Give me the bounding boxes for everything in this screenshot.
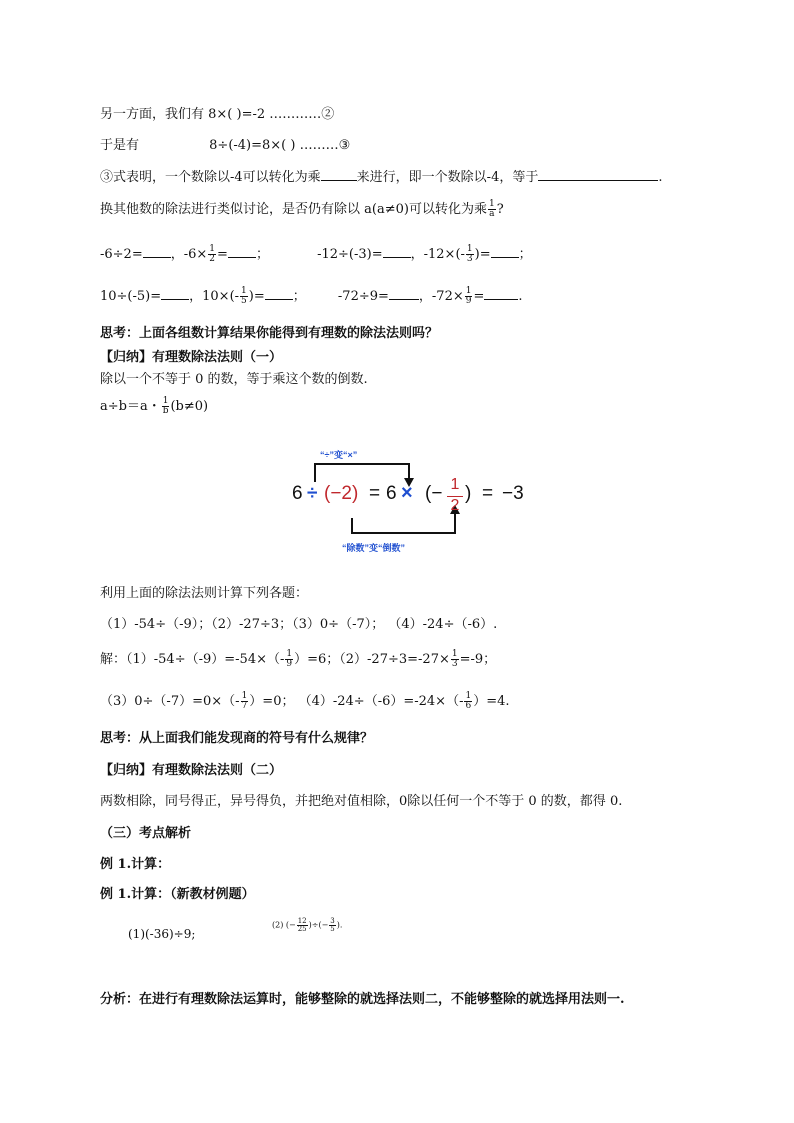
text-line-4-a: 换其他数的除法进行类似讨论，是否仍有除以 a(a≠0)可以转化为乘 <box>100 202 487 217</box>
exercise-row-1: -6÷2= ，-6× $\frac{1}{2}$ = ； -12÷(-3)= ，-12×(- $\frac{1}{3}$ )= ； <box>100 244 532 264</box>
fraction: $\frac{1}{6}$ <box>465 691 472 711</box>
fraction: $\frac{1}{2}$ <box>209 244 216 264</box>
result: −3 <box>502 483 524 504</box>
paren-open: (− <box>425 483 443 504</box>
text-line-3-c: . <box>658 170 663 185</box>
top-bracket-arrow <box>315 464 409 482</box>
rule-1-formula: a÷b＝a・ $\frac{1}{b}$ (b≠0) <box>100 396 209 416</box>
exercise-row-2: 10÷(-5)= ，10×(- $\frac{1}{5}$ )= ； -72÷9= ，-72× $\frac{1}{9}$ = . <box>100 286 523 306</box>
equals-sign-2: = <box>482 483 494 504</box>
use-rule-text: 利用上面的除法法则计算下列各题： <box>100 586 309 601</box>
example-problem-1: (1)(-36)÷9; <box>128 927 196 941</box>
think-2: 思考：从上面我们能发现商的符号有什么规律？ <box>100 731 374 746</box>
fraction: $\frac{1}{3}$ <box>451 649 458 669</box>
text-line-3-b: 来进行，即一个数除以-4，等于 <box>356 170 539 185</box>
reciprocal-denominator: 2 <box>450 497 460 514</box>
equals-sign: = <box>369 483 381 504</box>
multiplication-sign: × <box>401 482 413 504</box>
rule-2-text: 两数相除，同号得正，异号得负，并把绝对值相除，0除以任何一个不等于 0 的数，都得 0. <box>100 794 623 809</box>
text-line-3-a: ③式表明，一个数除以-4可以转化为乘 <box>100 170 321 185</box>
fraction: $\frac{1}{a}$ <box>488 199 495 219</box>
problems-line: （1）-54÷（-9）；（2）-27÷3；（3）0÷（-7）； （4）-24÷（-6）. <box>100 617 498 632</box>
rule-1-title: 【归纳】有理数除法法则（一） <box>100 350 283 365</box>
fraction: $\frac{1}{5}$ <box>241 286 247 306</box>
section-3-heading: （三）考点解析 <box>100 826 192 841</box>
think-1: 思考：上面各组数计算结果你能得到有理数的除法法则吗？ <box>100 326 439 341</box>
solution-line-2: （3）0÷（-7）=0×（- $\frac{1}{7}$ ）=0； （4）-24÷（-6）=-24×（- $\frac{1}{6}$ ）=4. <box>100 691 510 711</box>
division-rule-diagram <box>280 440 550 560</box>
text-line-1: 另一方面，我们有 8×( )=-2 …………② <box>100 107 335 122</box>
diagram-bottom-label: “除数”变“倒数” <box>342 543 406 553</box>
text-line-4-b: ? <box>496 202 504 217</box>
fraction: $\frac{1}{3}$ <box>466 244 473 264</box>
blank <box>538 169 658 181</box>
example-1-label: 例 1.计算： <box>100 857 171 872</box>
diagram-six-2: 6 <box>386 483 397 504</box>
text-line-2 <box>100 134 350 153</box>
bottom-bracket-arrow <box>352 512 455 533</box>
blank <box>321 169 357 181</box>
fraction: $\frac{1}{b}$ <box>162 396 169 416</box>
text-line-4 <box>100 198 504 219</box>
paren-close: ) <box>465 483 472 504</box>
division-sign: ÷ <box>307 483 318 504</box>
fraction: $\frac{1}{7}$ <box>241 691 248 711</box>
fraction: $\frac{12}{25}$ <box>297 917 307 933</box>
diagram-six: 6 <box>292 483 303 504</box>
text-line-2-a: 于是有 <box>100 138 140 153</box>
rule-2-title: 【归纳】有理数除法法则（二） <box>100 763 283 778</box>
reciprocal-numerator: 1 <box>450 476 460 493</box>
fraction: $\frac{1}{9}$ <box>286 649 293 669</box>
fraction: $\frac{1}{9}$ <box>465 286 472 306</box>
text-line-3 <box>100 166 662 185</box>
diagram-top-label: “÷”变“×” <box>320 450 358 460</box>
example-problem-2: (2) (− $\frac{12}{25}$ )÷(− $\frac{3}{5}$ ). <box>272 917 343 933</box>
solution-line-1: 解：（1）-54÷（-9）=-54×（- $\frac{1}{9}$ ）=6；（2）-27÷3=-27× $\frac{1}{3}$ =-9； <box>100 649 497 669</box>
text-line-2-b: 8÷(-4)=8×( ) ………③ <box>209 138 351 153</box>
analysis-text: 分析：在进行有理数除法运算时，能够整除的就选择法则二，不能够整除的就选择用法则一. <box>100 992 625 1007</box>
divisor: (−2) <box>324 483 359 504</box>
rule-1-text: 除以一个不等于 0 的数，等于乘这个数的倒数. <box>100 372 368 387</box>
fraction: $\frac{3}{5}$ <box>330 917 335 933</box>
example-1b-label: 例 1.计算：（新教材例题） <box>100 887 255 902</box>
